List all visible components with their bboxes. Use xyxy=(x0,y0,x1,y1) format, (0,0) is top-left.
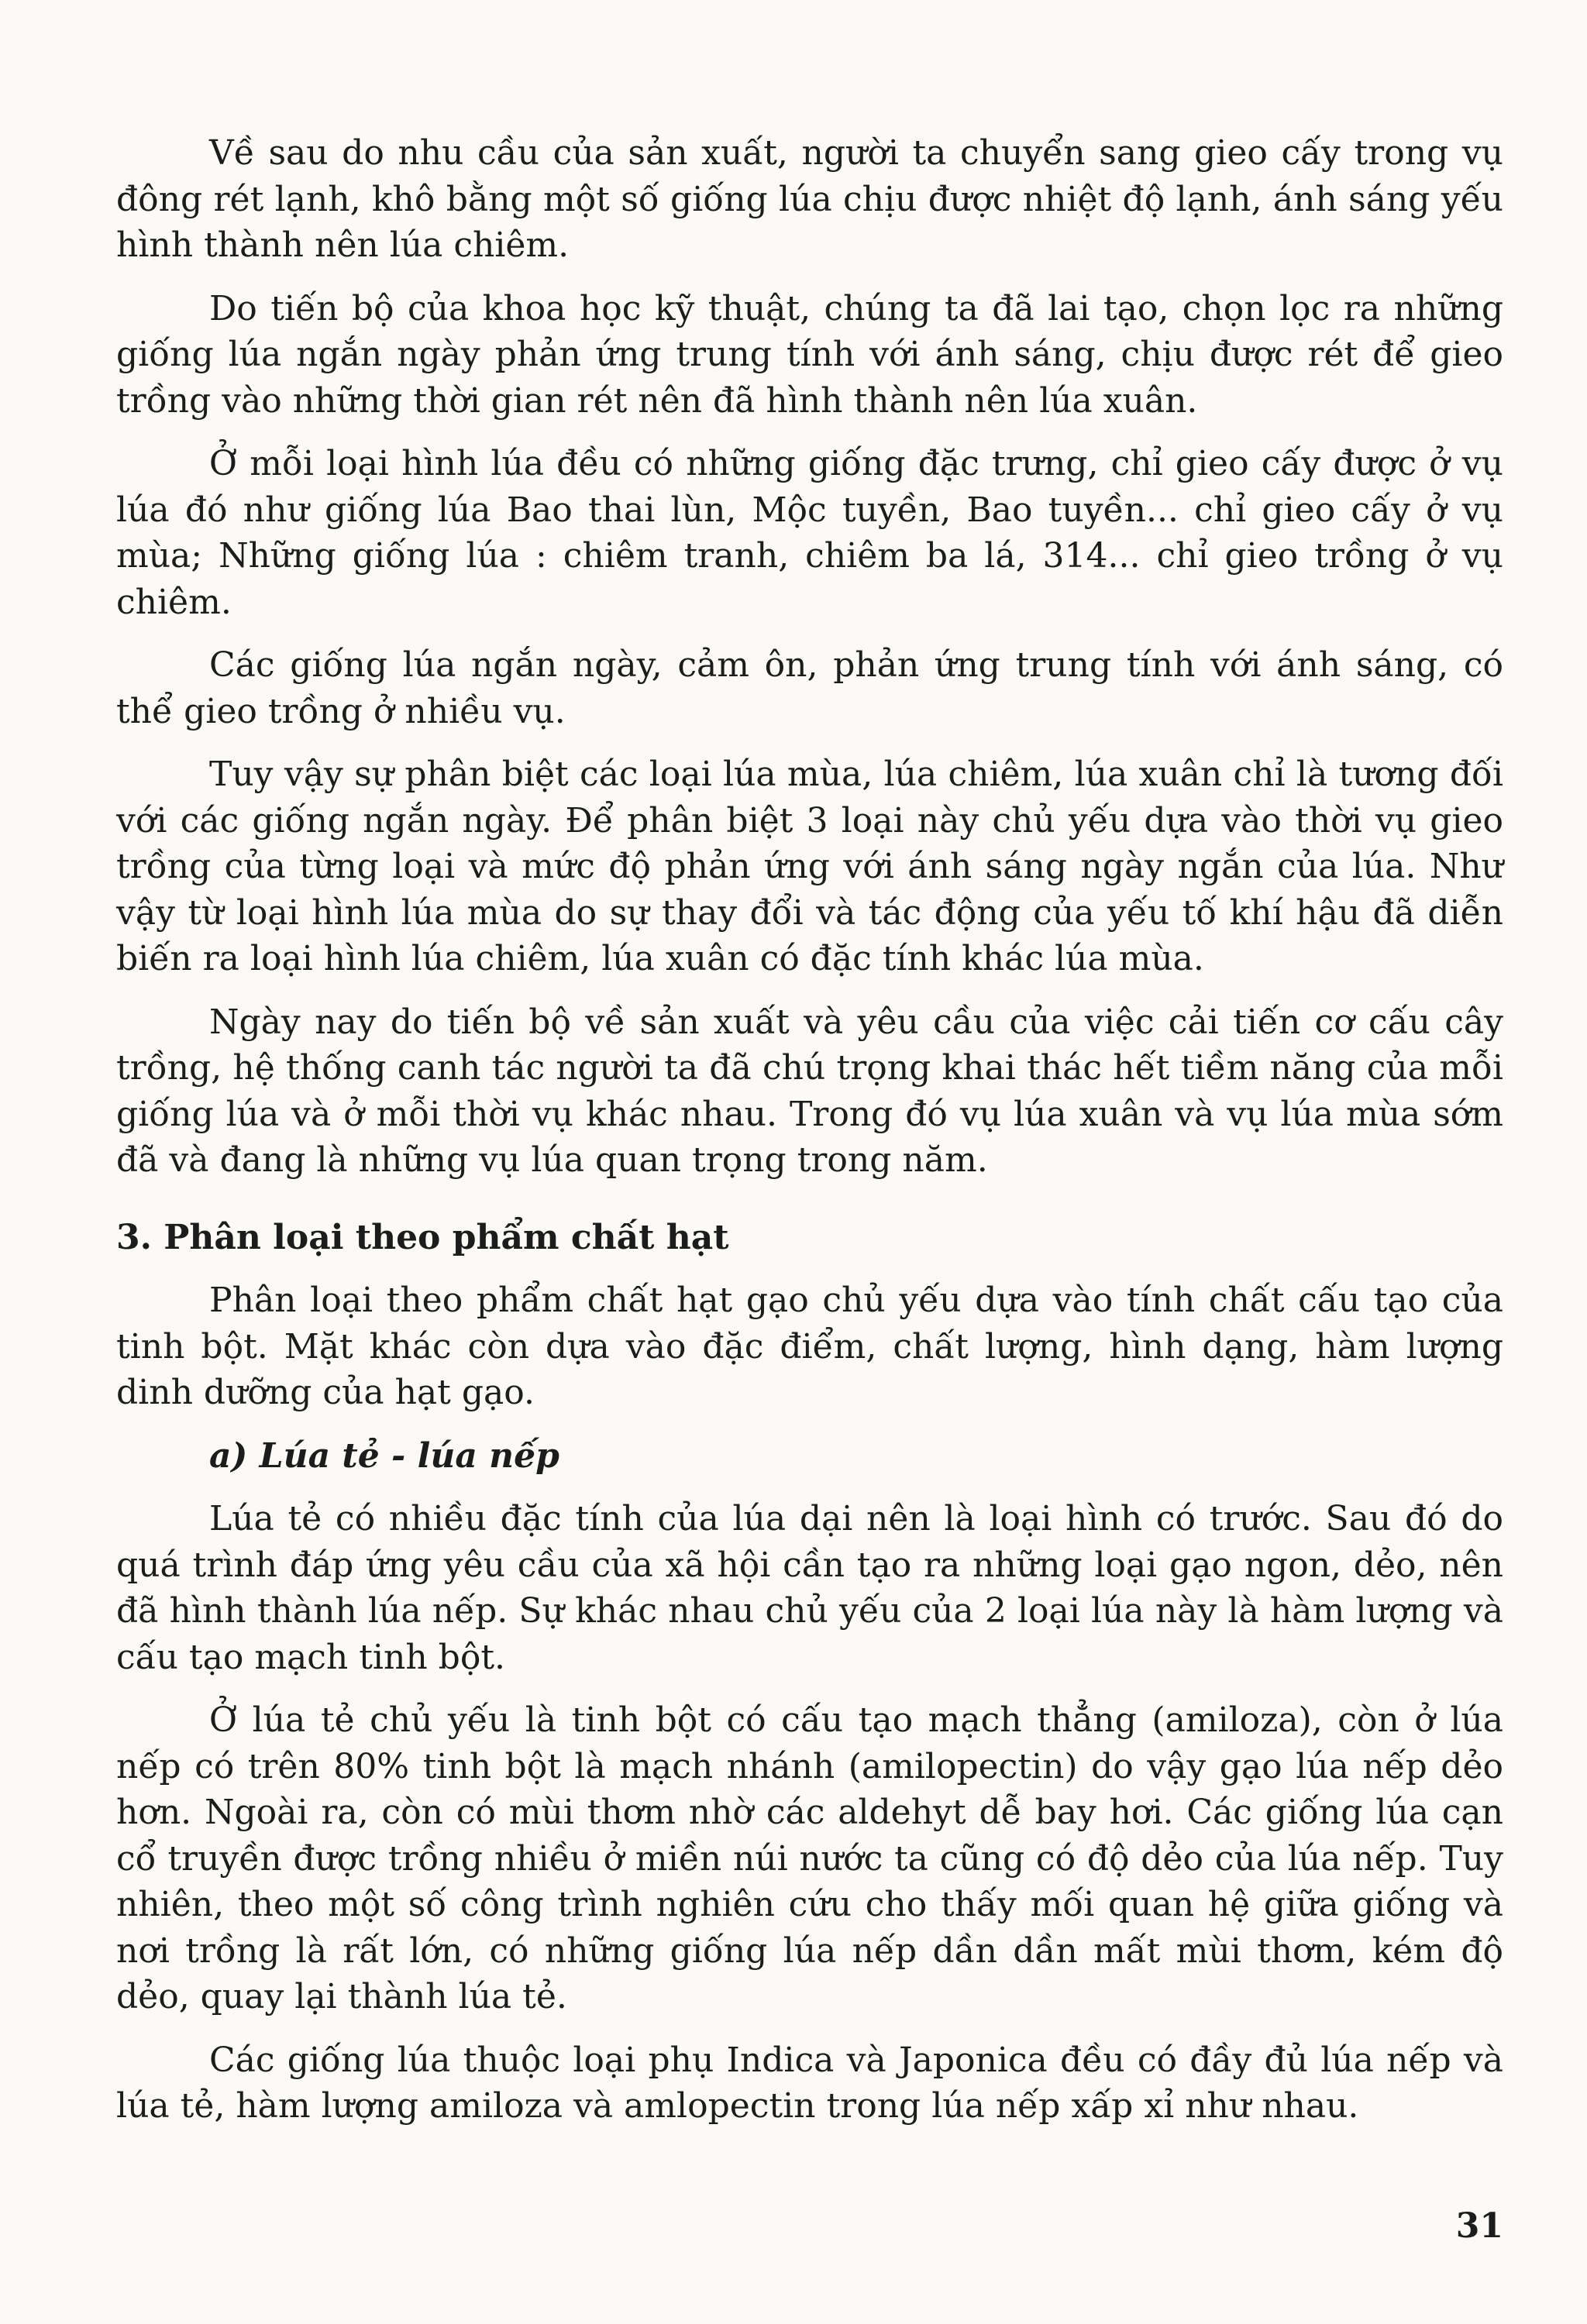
paragraph: Các giống lúa ngắn ngày, cảm ôn, phản ứng trung tính với ánh sáng, có thể gieo trồng ở nhiều vụ. xyxy=(116,645,1503,731)
paragraph: Các giống lúa thuộc loại phụ Indica và Japonica đều có đầy đủ lúa nếp và lúa tẻ, hàm lượng amiloza và amlopectin trong lúa nếp xấp xỉ như nhau. xyxy=(116,2040,1503,2126)
section-intro: Phân loại theo phẩm chất hạt gạo chủ yếu dựa vào tính chất cấu tạo của tinh bột. Mặt khác còn dựa vào đặc điểm, chất lượng, hình dạng, hàm lượng dinh dưỡng của hạt gạo. xyxy=(116,1281,1503,1412)
paragraph: Lúa tẻ có nhiều đặc tính của lúa dại nên là loại hình có trước. Sau đó do quá trình đáp ứng yêu cầu của xã hội cần tạo ra những loại gạo ngon, dẻo, nên đã hình thành lúa nếp. Sự khác nhau chủ yếu của 2 loại lúa này là hàm lượng và cấu tạo mạch tinh bột. xyxy=(116,1499,1503,1677)
page-body xyxy=(116,130,1503,2147)
paragraph: Ở lúa tẻ chủ yếu là tinh bột có cấu tạo mạch thẳng (amiloza), còn ở lúa nếp có trên 80% tinh bột là mạch nhánh (amilopectin) do vậy gạo lúa nếp dẻo hơn. Ngoài ra, còn có mùi thơm nhờ các aldehyt dễ bay hơi. Các giống lúa cạn cổ truyền được trồng nhiều ở miền núi nước ta cũng có độ dẻo của lúa nếp. Tuy nhiên, theo một số công trình nghiên cứu cho thấy mối quan hệ giữa giống và nơi trồng là rất lớn, có những giống lúa nếp dần dần mất mùi thơm, kém độ dẻo, quay lại thành lúa tẻ. xyxy=(116,1700,1503,2016)
paragraph: Tuy vậy sự phân biệt các loại lúa mùa, lúa chiêm, lúa xuân chỉ là tương đối với các giống ngắn ngày. Để phân biệt 3 loại này chủ yếu dựa vào thời vụ gieo trồng của từng loại và mức độ phản ứng với ánh sáng ngày ngắn của lúa. Như vậy từ loại hình lúa mùa do sự thay đổi và tác động của yếu tố khí hậu đã diễn biến ra loại hình lúa chiêm, lúa xuân có đặc tính khác lúa mùa. xyxy=(116,755,1503,978)
paragraph: Do tiến bộ của khoa học kỹ thuật, chúng ta đã lai tạo, chọn lọc ra những giống lúa ngắn ngày phản ứng trung tính với ánh sáng, chịu được rét để gieo trồng vào những thời gian rét nên đã hình thành nên lúa xuân. xyxy=(116,288,1503,421)
paragraph: Ở mỗi loại hình lúa đều có những giống đặc trưng, chỉ gieo cấy được ở vụ lúa đó như giống lúa Bao thai lùn, Mộc tuyền, Bao tuyền... chỉ gieo cấy ở vụ mùa; Những giống lúa : chiêm tranh, chiêm ba lá, 314... chỉ gieo trồng ở vụ chiêm. xyxy=(116,444,1503,622)
paragraph: Về sau do nhu cầu của sản xuất, người ta chuyển sang gieo cấy trong vụ đông rét lạnh, khô bằng một số giống lúa chịu được nhiệt độ lạnh, ánh sáng yếu hình thành nên lúa chiêm. xyxy=(116,133,1503,265)
section-heading: 3. Phân loại theo phẩm chất hạt xyxy=(116,1217,729,1257)
page-number: 31 xyxy=(1455,2206,1503,2246)
paragraph: Ngày nay do tiến bộ về sản xuất và yêu cầu của việc cải tiến cơ cấu cây trồng, hệ thống canh tác người ta đã chú trọng khai thác hết tiềm năng của mỗi giống lúa và ở mỗi thời vụ khác nhau. Trong đó vụ lúa xuân và vụ lúa mùa sớm đã và đang là những vụ lúa quan trọng trong năm. xyxy=(116,1002,1503,1180)
subsection-heading: a) Lúa tẻ - lúa nếp xyxy=(209,1435,559,1476)
